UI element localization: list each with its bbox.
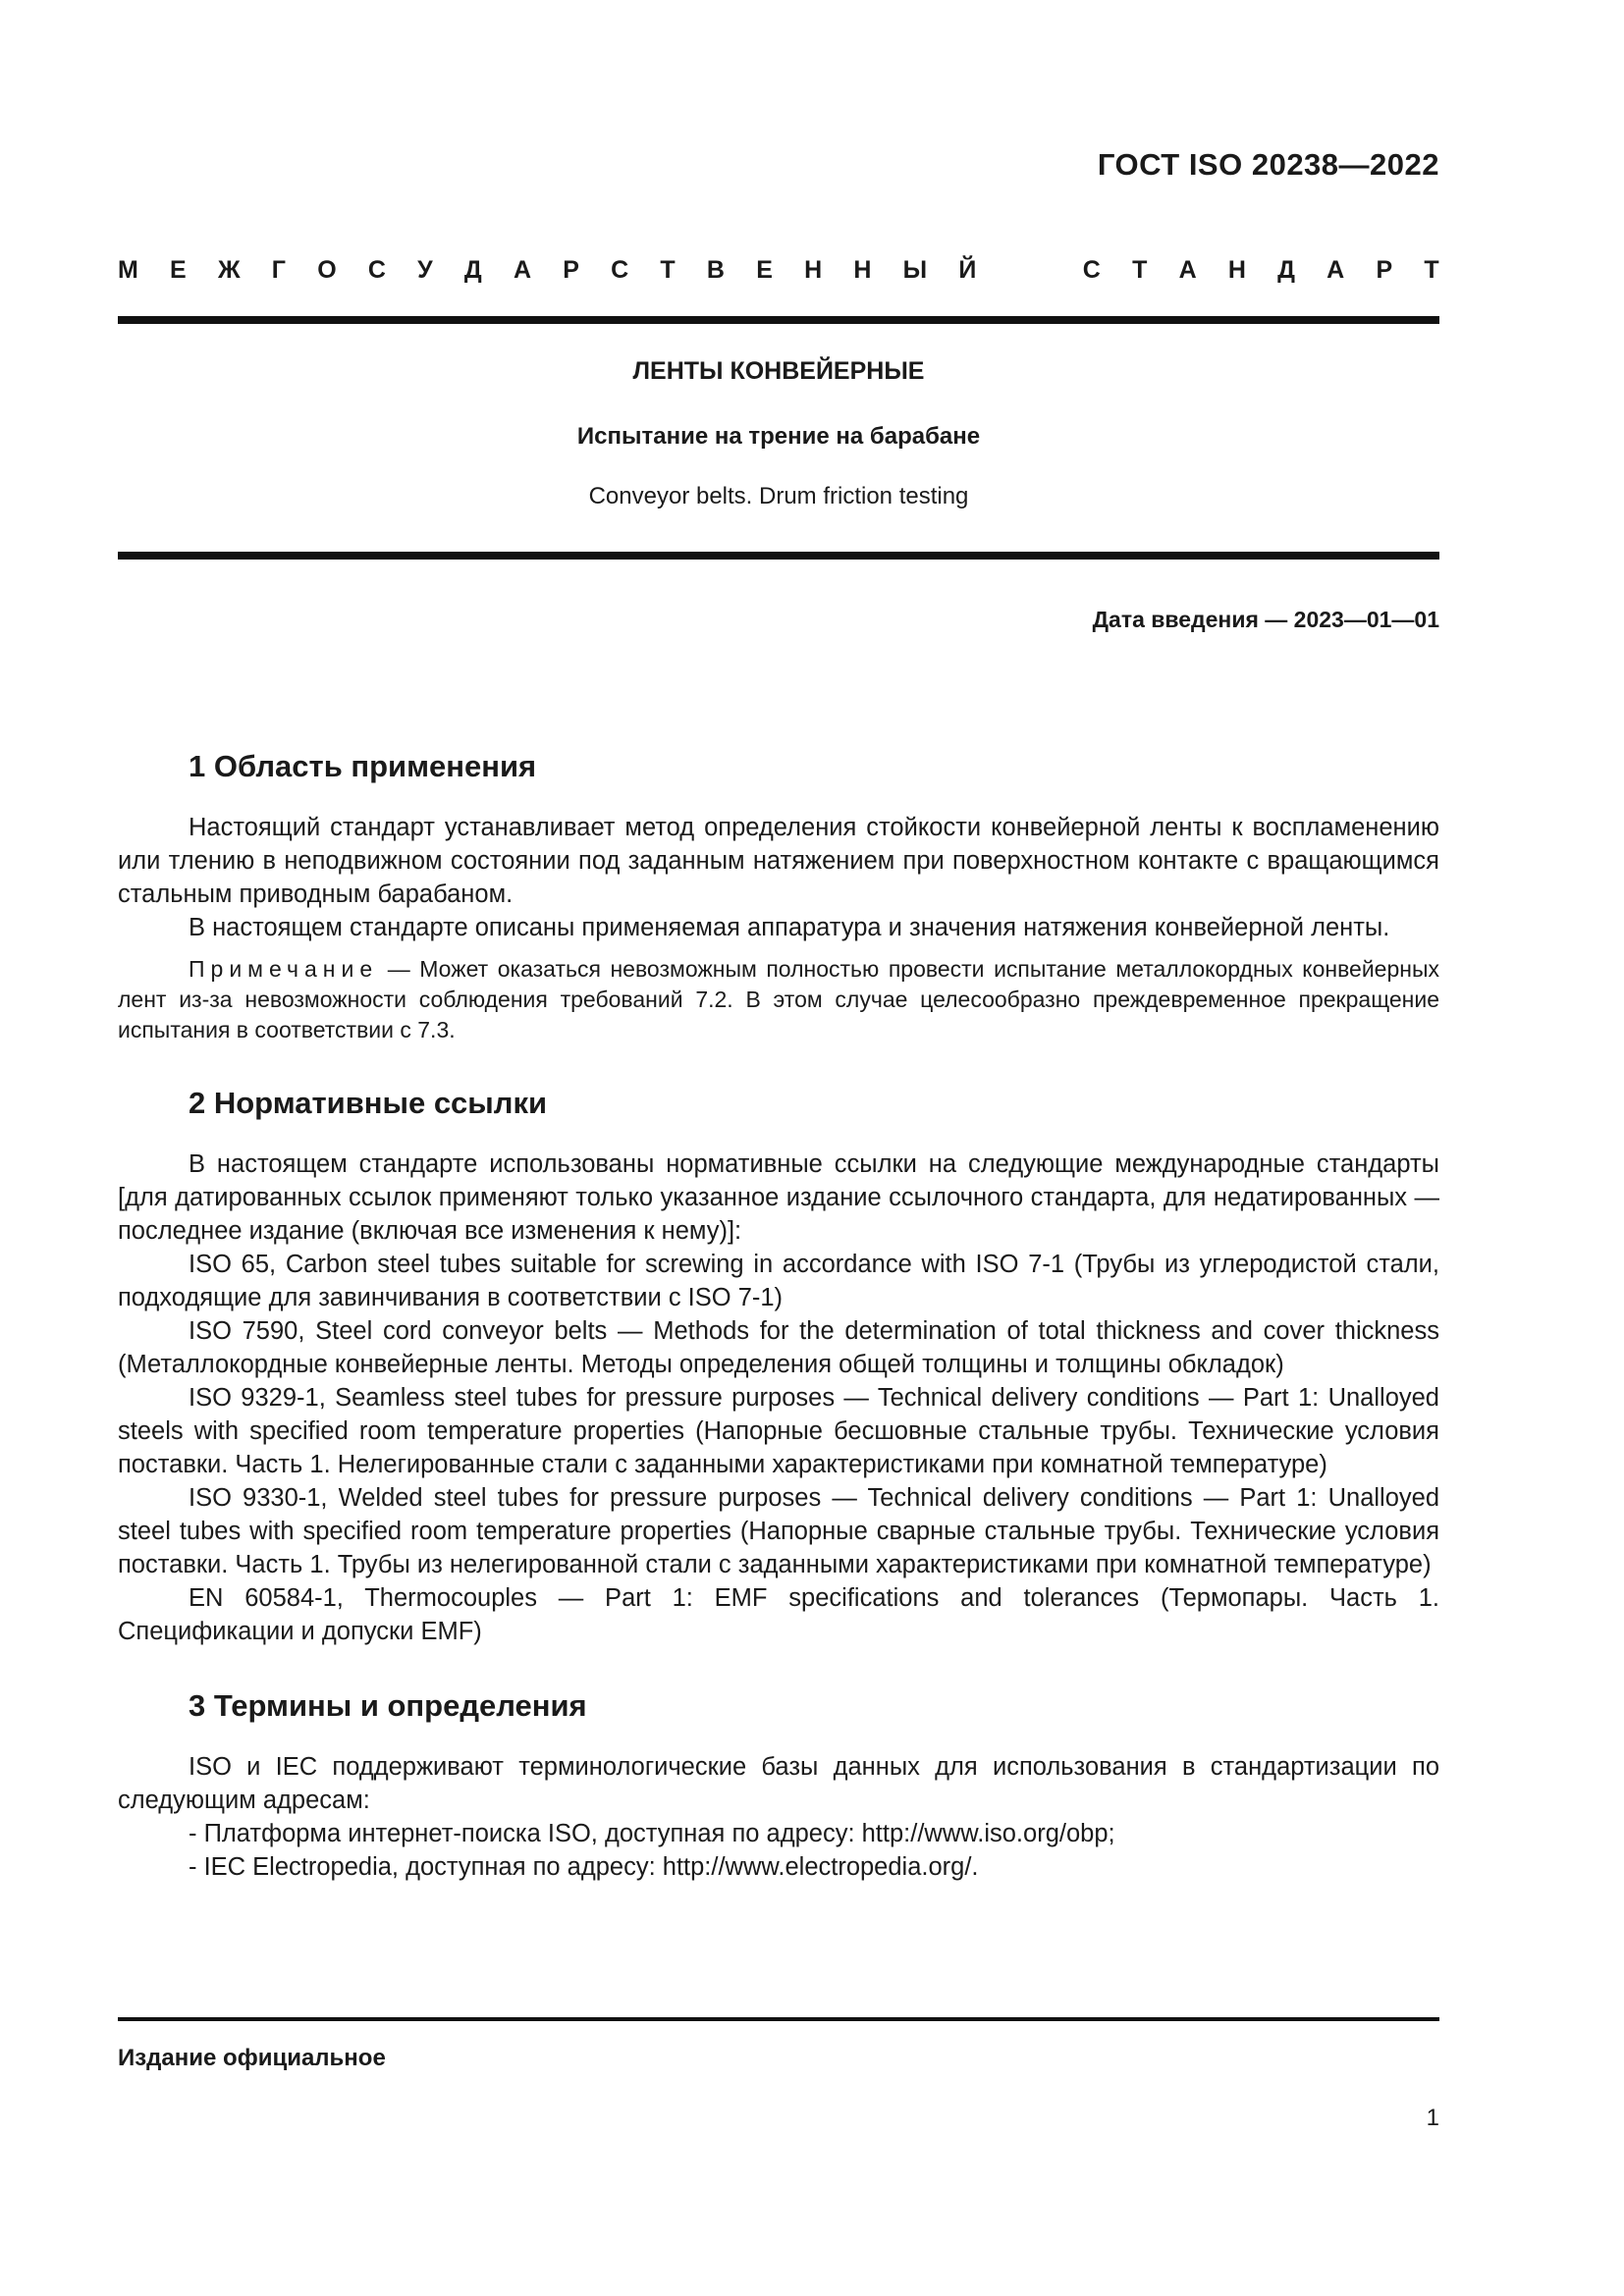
footer-rule	[118, 2017, 1439, 2021]
introduction-date: Дата введения — 2023—01—01	[1092, 607, 1439, 632]
banner-letter: Д	[463, 256, 482, 284]
document-subtitle: Испытание на трение на барабане	[576, 423, 981, 450]
note-text: — Может оказаться невозможным полностью провести испытание металлокордных конвейерных лент из-за невозможности соблюдения требований 7.2. В этом случае целесообразно преждевременное прекращение испытания в соответствии с 7.3.	[118, 956, 1439, 1042]
banner-letter: Н	[804, 256, 823, 284]
banner-letter: С	[367, 256, 386, 284]
section-heading: 2 Нормативные ссылки	[189, 1086, 548, 1120]
reference-item: ISO 9329-1, Seamless steel tubes for pressure purposes — Technical delivery conditions — Part 1: Unalloyed steels with specified room temperature properties (Напорные бесшовные стальные трубы. Технические условия поставки. Часть 1. Нелегированные стали с заданными характеристиками при комнатной температуре)	[118, 1384, 1439, 1478]
banner-letter: М	[118, 256, 138, 284]
standard-designation: ГОСТ ISO 20238—2022	[1097, 147, 1439, 182]
banner-letter: Ж	[217, 256, 241, 284]
document-body	[118, 742, 1439, 1884]
document-title: ЛЕНТЫ КОНВЕЙЕРНЫЕ	[632, 357, 925, 385]
section-terms-definitions	[118, 1682, 1439, 1884]
reference-item: ISO 7590, Steel cord conveyor belts — Methods for the determination of total thickness and cover thickness (Металлокордные конвейерные ленты. Методы определения общей толщины и толщины обкладок)	[118, 1317, 1439, 1378]
banner-letter: О	[317, 256, 337, 284]
reference-item: ISO 9330-1, Welded steel tubes for pressure purposes — Technical delivery conditions — Part 1: Unalloyed steel tubes with specified room temperature properties (Напорные сварные стальные трубы. Технические условия поставки. Часть 1. Трубы из нелегированной стали с заданными характеристиками при комнатной температуре)	[118, 1484, 1439, 1578]
section-heading: 3 Термины и определения	[189, 1688, 587, 1723]
official-edition-label: Издание официальное	[118, 2045, 386, 2071]
banner-letter: Д	[1277, 256, 1295, 284]
banner-letter: Н	[1227, 256, 1246, 284]
title-rule	[118, 552, 1439, 560]
interstate-standard-banner	[118, 256, 1439, 285]
banner-letter: У	[417, 256, 433, 284]
banner-gap	[1008, 256, 1052, 285]
banner-letter: Е	[756, 256, 773, 284]
banner-letter: А	[1326, 256, 1345, 284]
section-heading: 1 Область применения	[189, 749, 537, 783]
banner-letter: Р	[1376, 256, 1393, 284]
list-item: - IEC Electropedia, доступная по адресу: http://www.electropedia.org/.	[189, 1853, 979, 1881]
note-label: Примечание	[189, 956, 379, 982]
paragraph: ISO и IEC поддерживают терминологические базы данных для использования в стандартизации по следующим адресам:	[118, 1753, 1439, 1814]
section-scope	[118, 742, 1439, 1045]
section-normative-references	[118, 1079, 1439, 1648]
banner-letter: Й	[958, 256, 977, 284]
banner-letter: Р	[563, 256, 579, 284]
english-title: Conveyor belts. Drum friction testing	[588, 483, 969, 509]
banner-letter: С	[1082, 256, 1101, 284]
reference-item: ISO 65, Carbon steel tubes suitable for screwing in accordance with ISO 7-1 (Трубы из углеродистой стали, подходящие для завинчивания в соответствии с ISO 7-1)	[118, 1251, 1439, 1311]
paragraph: Настоящий стандарт устанавливает метод определения стойкости конвейерной ленты к воспламенению или тлению в неподвижном состоянии под заданным натяжением при поверхностном контакте с вращающимся стальным приводным барабаном.	[118, 814, 1439, 908]
paragraph: В настоящем стандарте использованы нормативные ссылки на следующие международные стандарты [для датированных ссылок применяют только указанное издание ссылочного стандарта, для недатированных — последнее издание (включая все изменения к нему)]:	[118, 1150, 1439, 1245]
paragraph: В настоящем стандарте описаны применяемая аппаратура и значения натяжения конвейерной ленты.	[189, 914, 1390, 941]
banner-letter: С	[611, 256, 629, 284]
reference-item: EN 60584-1, Thermocouples — Part 1: EMF specifications and tolerances (Термопары. Часть 1. Спецификации и допуски EMF)	[118, 1584, 1439, 1645]
banner-letter: Г	[271, 256, 286, 284]
banner-letter: В	[706, 256, 725, 284]
banner-letter: А	[513, 256, 532, 284]
page-number: 1	[1426, 2105, 1439, 2131]
list-item: - Платформа интернет-поиска ISO, доступная по адресу: http://www.iso.org/obp;	[189, 1820, 1115, 1847]
note-paragraph	[118, 954, 1439, 1045]
banner-letter: Т	[660, 256, 676, 284]
banner-letter: Т	[1132, 256, 1148, 284]
banner-letter: Е	[170, 256, 187, 284]
top-rule	[118, 316, 1439, 324]
banner-letter: Ы	[902, 256, 928, 284]
banner-letter: Н	[853, 256, 872, 284]
banner-letter: А	[1178, 256, 1197, 284]
banner-letter: Т	[1424, 256, 1439, 284]
